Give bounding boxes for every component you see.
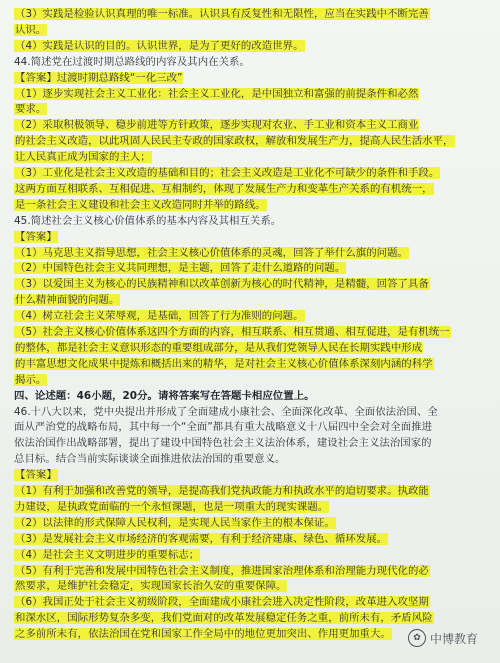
line-text: （4）树立社会主义荣辱观，是基础，回答了行为准则的问题。 (15, 310, 304, 323)
line-text: 依法治国作出战略部署，提出了建设中国特色社会主义法治体系，建设社会主义法治国家的 (14, 437, 432, 450)
text-line (14, 277, 494, 291)
watermark-text: 中博教育 (429, 631, 478, 646)
text-line (14, 341, 494, 355)
line-text: 之多前所未有，依法治国在党和国家工作全局中的地位更加突出、作用更加重大。 (15, 628, 391, 641)
line-text: 面从严治党的战略布局，其中每一个“全面”都具有重大战略意义十八届四中全会对全面推进 (14, 421, 433, 434)
line-text: 总目标。结合当前实际谈谈全面推进依法治国的重要意义。 (14, 453, 286, 466)
line-text: 力建设，是执政党面临的一个永恒课题，也是一项重大的现实课题。 (15, 500, 329, 513)
line-text: 四、论述题：46小题，20分。请将答案写在答题卡相应位置上。 (14, 389, 315, 402)
wechat-icon: ✿ (408, 629, 426, 647)
line-text: 46.十八大以来，党中央提出并形成了全面建成小康社会、全面深化改革、全面依法治国、全 (14, 405, 438, 418)
text-line (14, 595, 494, 609)
text-line (14, 214, 494, 228)
text-line (14, 389, 494, 403)
line-text: 要求。 (15, 103, 47, 116)
text-line (14, 182, 494, 196)
text-line (14, 484, 494, 498)
text-line (14, 516, 494, 530)
line-text: 和深水区，国际形势复杂多变，我们党面对的改革发展稳定任务之重，前所未有，矛盾风险 (15, 612, 433, 625)
text-line (14, 564, 494, 578)
text-line (14, 373, 494, 387)
line-text: （3）以爱国主义为核心的民族精神和以改革创新为核心的时代精神，是精髓，回答了具备 (15, 278, 429, 291)
line-text: 44.简述党在过渡时期总路线的内容及其内在关系。 (14, 55, 250, 68)
text-line (14, 309, 494, 323)
text-line (14, 71, 494, 85)
line-text: 然要求，是维护社会稳定，实现国家长治久安的重要保障。 (15, 580, 287, 593)
text-line (14, 166, 494, 180)
line-text: 是一条社会主义建设和社会主义改造同时并举的路线。 (15, 198, 266, 211)
line-text: 让人民真正成为国家的主人； (15, 151, 151, 164)
line-text: 45.简述社会主义核心价值体系的基本内容及其相互关系。 (14, 214, 282, 227)
text-line (14, 102, 494, 116)
text-line (14, 548, 494, 562)
text-line (14, 357, 494, 371)
text-line (14, 246, 494, 260)
line-text: 的社会主义改造，以此巩固人民民主专政的国家政权，解放和发展生产力，提高人民生活水平， (15, 135, 454, 148)
text-line (14, 436, 494, 450)
line-text: （1）马克思主义指导思想，社会主义核心价值体系的灵魂，回答了举什么旗的问题。 (15, 246, 408, 259)
line-text: （4）实践是认识的目的。认识世界，是为了更好的改造世界。 (15, 39, 304, 52)
text-line (14, 500, 494, 514)
text-line (14, 150, 494, 164)
line-text: 这两方面互相联系、互相促进、互相制约，体现了发展生产力和变革生产关系的有机统一， (15, 182, 433, 195)
line-text: （5）社会主义核心价值体系这四个方面的内容，相互联系、相互贯通、相互促进，是有机统一 (15, 326, 450, 338)
line-text: （3）工业化是社会主义改造的基础和目的；社会主义改造是工业化不可缺少的条件和手段。 (15, 167, 440, 179)
text-line (14, 293, 494, 307)
line-text: （6）我国正处于社会主义初级阶段，全面建成小康社会进入决定性阶段，改革进入攻坚期 (15, 596, 429, 609)
line-text: （1）逐步实现社会主义工业化：社会主义工业化，是中国独立和富强的前提条件和必然 (15, 87, 419, 100)
text-line (14, 39, 494, 53)
text-line (14, 134, 494, 148)
text-line (14, 118, 494, 132)
line-text: 什么精神面貌的问题。 (15, 294, 120, 307)
line-text: 【答案】 (15, 230, 57, 243)
line-text: （4）是社会主义文明进步的重要标志； (15, 548, 200, 561)
text-line (14, 405, 494, 419)
text-line (14, 420, 494, 434)
text-line (14, 230, 494, 244)
line-text: （3）是发展社会主义市场经济的客观需要，有利于经济建康、绿色、循环发展。 (15, 532, 388, 545)
line-text: 揭示。 (15, 373, 47, 386)
line-text: （2）采取积极领导、稳步前进等方针政策，逐步实现对农业、手工业和资本主义工商业 (15, 119, 419, 132)
text-line (14, 55, 494, 69)
line-text: （2）中国特色社会主义共同理想，是主题，回答了走什么道路的问题。 (15, 262, 346, 275)
watermark-logo (408, 629, 478, 647)
line-text: 【答案】过渡时期总路线“一化三改” (15, 71, 183, 84)
text-line (14, 532, 494, 546)
text-line (14, 325, 494, 339)
line-text: 的丰富思想文化成果中提炼和概括出来的精华，是对社会主义核心价值体系深刻内涵的科学 (15, 357, 433, 370)
text-line (14, 261, 494, 275)
text-line (14, 452, 494, 466)
text-line (14, 198, 494, 212)
line-text: 的整体，都是社会主义意识形态的重要组成部分，是从我们党领导人民在长期实践中形成 (15, 341, 423, 354)
text-line (14, 611, 494, 625)
line-text: （5）有利于完善和发展中国特色社会主义制度，推进国家治理体系和治理能力现代化的必 (15, 564, 429, 577)
line-text: （2）以法律的形式保障人民权利，是实现人民当家作主的根本保证。 (15, 516, 335, 529)
text-line (14, 579, 494, 593)
line-text: （3）实践是检验认识真理的唯一标准。认识具有反复性和无限性，应当在实践中不断完善 (15, 8, 429, 20)
text-line (14, 7, 494, 21)
line-text: （1）有利于加强和改善党的领导，是提高我们党执政能力和执政水平的迫切要求。执政能 (15, 485, 429, 497)
line-text: 认识。 (15, 23, 47, 36)
text-line (14, 468, 494, 482)
text-line (14, 87, 494, 101)
text-line (14, 23, 494, 37)
line-text: 【答案】 (15, 469, 57, 482)
